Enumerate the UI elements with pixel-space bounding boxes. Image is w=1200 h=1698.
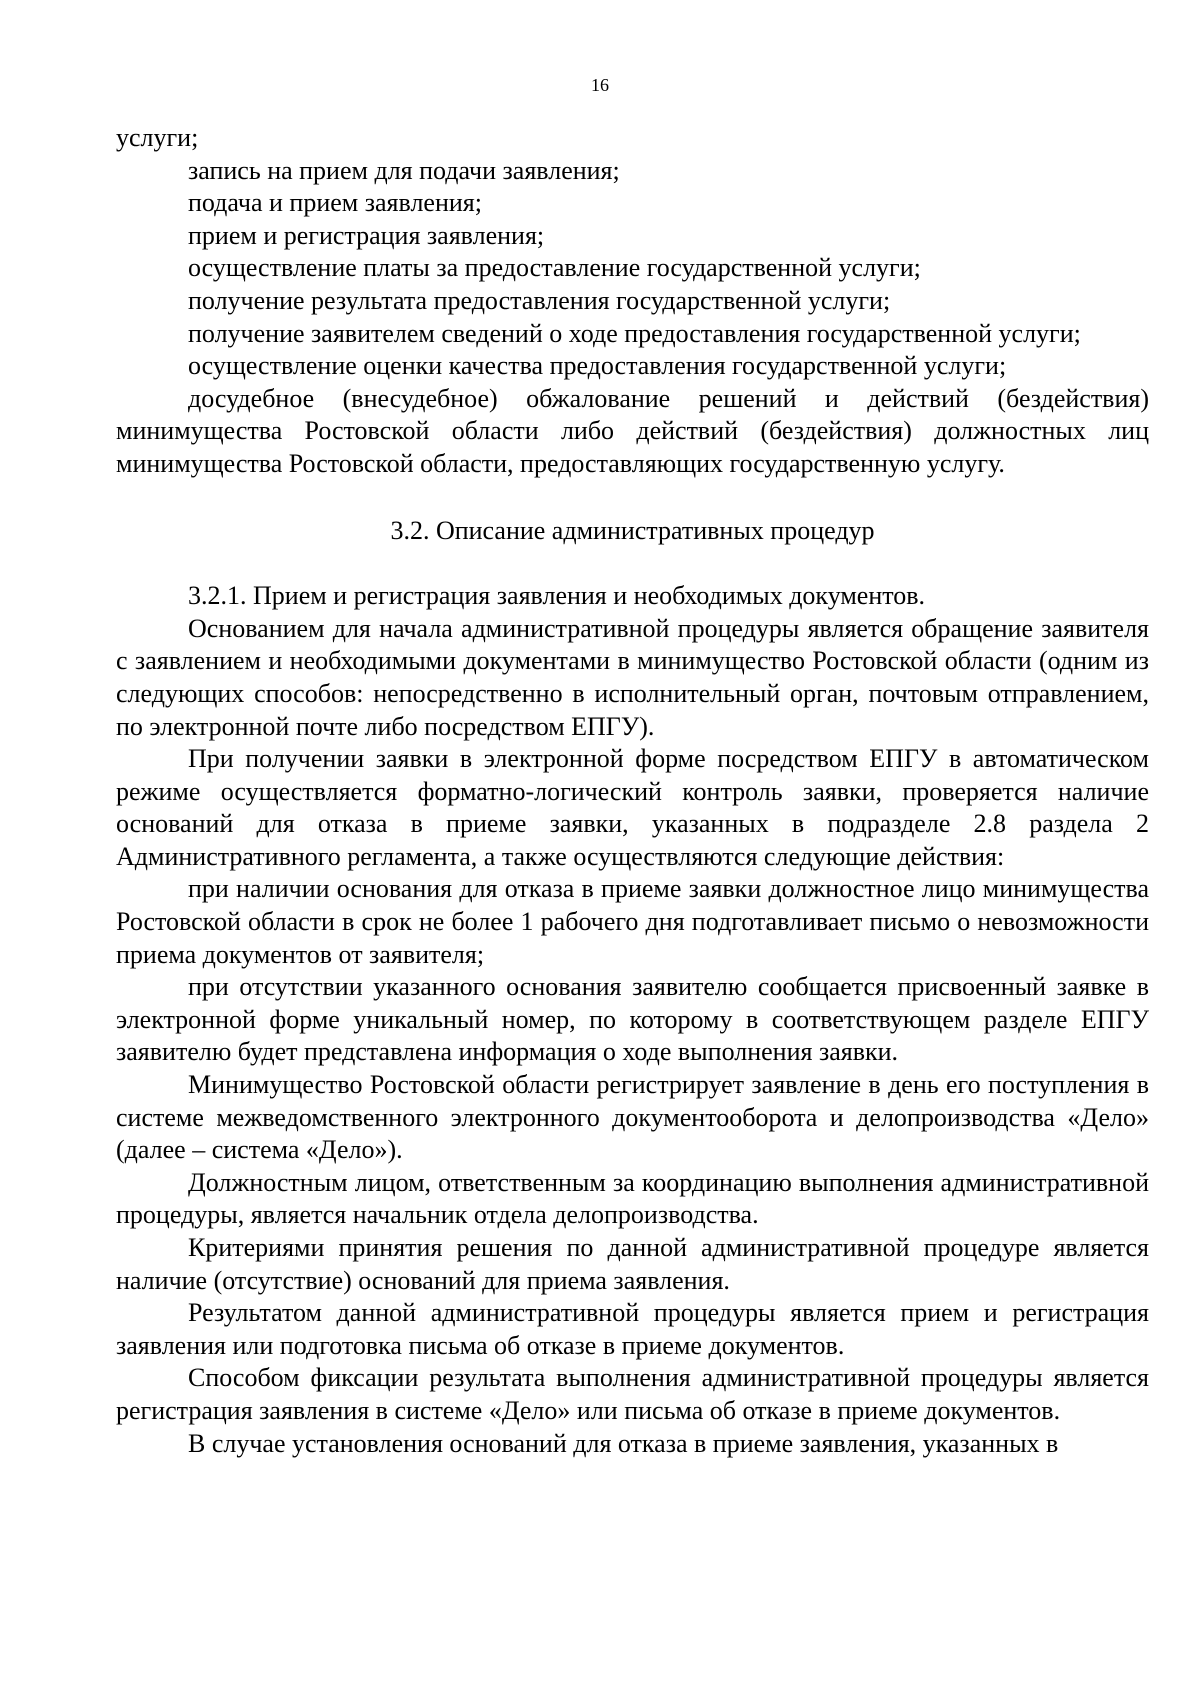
- paragraph-continuation: услуги;: [116, 123, 199, 152]
- section-heading: 3.2. Описание административных процедур: [390, 515, 875, 545]
- subsection-title: 3.2.1. Прием и регистрация заявления и необходимых документов.: [188, 581, 926, 611]
- paragraph-recording-method: Способом фиксации результата выполнения административной процедуры является регистрация заявления в системе «Дело» или письма об отказе в приеме документов.: [116, 1363, 1149, 1425]
- paragraph-responsible-official: Должностным лицом, ответственным за координацию выполнения административной процедуры, является начальник отдела делопроизводства.: [116, 1167, 1149, 1230]
- list-item-result: получение результата предоставления государственной услуги;: [188, 285, 891, 315]
- paragraph-unique-number: при отсутствии указанного основания заявителю сообщается присвоенный заявке в электронной форме уникальный номер, по которому в соответствующем разделе ЕПГУ заявителю будет представлена информация о ходе выполнения заявки.: [116, 972, 1149, 1067]
- paragraph-refusal-case: В случае установления оснований для отказа в приеме заявления, указанных в: [188, 1428, 1059, 1458]
- list-item-appeal: досудебное (внесудебное) обжалование решений и действий (бездействия) минимущества Ростовской области либо действий (бездействия) должностных лиц минимущества Ростовской области, предоставляющих государственную услугу.: [116, 383, 1149, 478]
- list-item-payment: осуществление платы за предоставление государственной услуги;: [188, 253, 921, 283]
- document-body: [116, 122, 1149, 1460]
- list-item-appointment: запись на прием для подачи заявления;: [188, 155, 620, 185]
- paragraph-grounds: Основанием для начала административной процедуры является обращение заявителя с заявлением и необходимыми документами в минимущество Ростовской области (одним из следующих способов: непосредственно в исполнительный орган, почтовым отправлением, по электронной почте либо посредством ЕПГУ).: [116, 613, 1149, 741]
- list-item-registration: прием и регистрация заявления;: [188, 220, 545, 250]
- list-item-progress-info: получение заявителем сведений о ходе предоставления государственной услуги;: [188, 318, 1081, 348]
- paragraph-decision-criteria: Критериями принятия решения по данной административной процедуре является наличие (отсутствие) оснований для приема заявления.: [116, 1233, 1149, 1295]
- list-item-submission: подача и прием заявления;: [188, 188, 482, 218]
- paragraph-registration: Минимущество Ростовской области регистрирует заявление в день его поступления в системе межведомственного электронного документооборота и делопроизводства «Дело» (далее – система «Дело»).: [116, 1070, 1149, 1165]
- page-number: 16: [591, 75, 609, 95]
- list-item-quality-assessment: осуществление оценки качества предоставления государственной услуги;: [188, 351, 1007, 381]
- paragraph-procedure-result: Результатом данной административной процедуры является прием и регистрация заявления или подготовка письма об отказе в приеме документов.: [116, 1298, 1149, 1360]
- paragraph-refusal-grounds: при наличии основания для отказа в приеме заявки должностное лицо минимущества Ростовской области в срок не более 1 рабочего дня подготавливает письмо о невозможности приема документов от заявителя;: [116, 874, 1149, 969]
- paragraph-electronic-application: При получении заявки в электронной форме посредством ЕПГУ в автоматическом режиме осуществляется форматно-логический контроль заявки, проверяется наличие оснований для отказа в приеме заявки, указанных в подразделе 2.8 раздела 2 Административного регламента, а также осуществляются следующие действия:: [116, 744, 1149, 871]
